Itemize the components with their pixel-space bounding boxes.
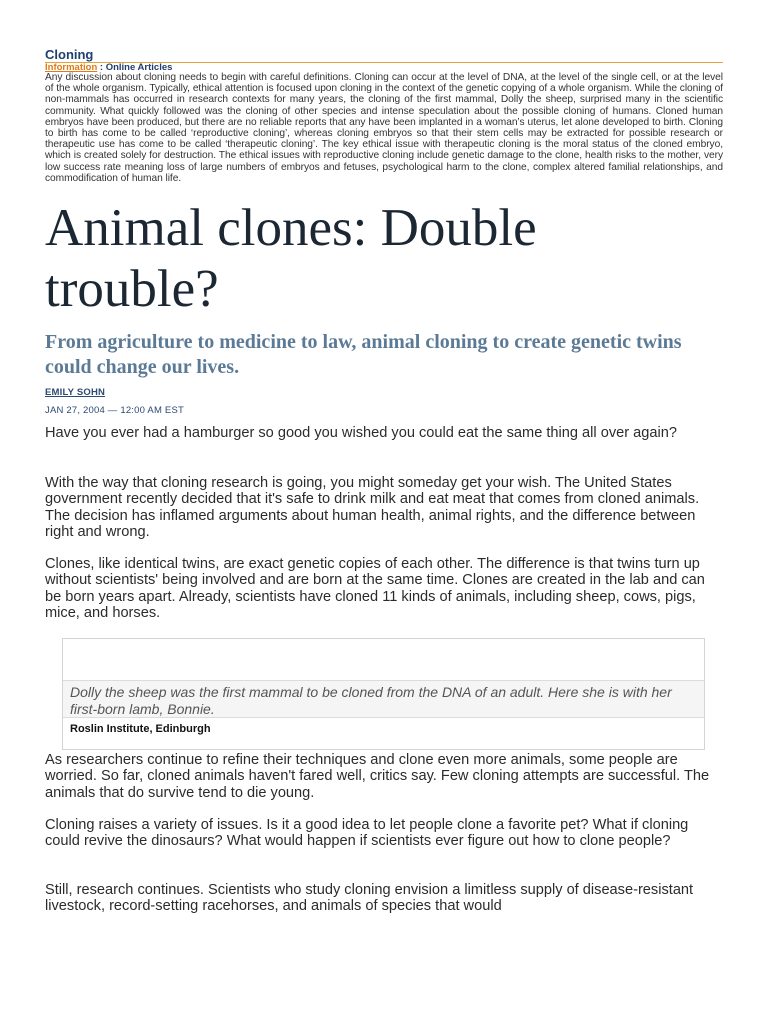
article-paragraph: As researchers continue to refine their techniques and clone even more animals, some people are worried. So far, cloned animals haven't fared well, critics say. Few cloning attempts are successful. The animals that do survive tend to die young. bbox=[45, 752, 710, 801]
figure-caption: Dolly the sheep was the first mammal to be cloned from the DNA of an adult. Here she is with her first-born lamb, Bonnie. bbox=[63, 681, 704, 718]
intro-paragraph: Any discussion about cloning needs to begin with careful definitions. Cloning can occur at the level of DNA, at the level of the single cell, or at the level of the whole organism. Typically, ethical attention is focused upon cloning in the context of the genetic copying of a whole organism. While the cloning of non-mammals has occurred in research contexts for many years, the cloning of the first mammal, Dolly the sheep, surprised many in the scientific community. What quickly followed was the cloning of other species and intense speculation about the possible cloning of humans. Cloned human embryos have been produced, but there are no reliable reports that any have been implanted in a woman’s uterus, let alone developed to birth. Cloning to birth has come to be called ‘reproductive cloning’, whereas cloning embryos so that their stem cells may be extracted for possible research or therapeutic use has come to be called ‘therapeutic cloning’. The key ethical issue with therapeutic cloning is the moral status of the cloned embryo, which is created solely for destruction. The ethical issues with reproductive cloning include genetic damage to the clone, health risks to the mother, very low success rate meaning loss of large numbers of embryos and fetuses, psychological harm to the clone, complex altered familial relationships, and commodification of human life. bbox=[45, 72, 723, 184]
article-paragraph: Cloning raises a variety of issues. Is it a good idea to let people clone a favorite pet? What if cloning could revive the dinosaurs? What would happen if scientists ever figure out how to clone people? bbox=[45, 817, 689, 850]
article-paragraph: With the way that cloning research is going, you might someday get your wish. The United States government recently decided that it's safe to drink milk and eat meat that comes from cloned animals. The decision has inflamed arguments about human health, animal rights, and the difference between right and wrong. bbox=[45, 475, 700, 540]
article-headline: Animal clones: Double trouble? bbox=[45, 199, 537, 318]
breadcrumb-information-link[interactable]: Information bbox=[45, 62, 98, 73]
breadcrumb-separator: : bbox=[97, 62, 106, 73]
article-paragraph: Have you ever had a hamburger so good you wished you could eat the same thing all over again? bbox=[45, 425, 677, 441]
section-title: Cloning bbox=[45, 47, 94, 62]
figure-image-placeholder bbox=[63, 639, 704, 681]
article-subheadline: From agriculture to medicine to law, animal cloning to create genetic twins could change our lives. bbox=[45, 331, 682, 378]
article-paragraph: Still, research continues. Scientists who study cloning envision a limitless supply of disease-resistant livestock, record-setting racehorses, and animals of species that would bbox=[45, 882, 694, 915]
article-paragraph: Clones, like identical twins, are exact genetic copies of each other. The difference is that twins turn up without scientists' being involved and are born at the same time. Clones are created in the lab and can be born years apart. Already, scientists have cloned 11 kinds of animals, including sheep, cows, pigs, mice, and horses. bbox=[45, 556, 705, 621]
breadcrumb-online-articles[interactable]: Online Articles bbox=[105, 62, 173, 73]
article-figure bbox=[62, 638, 705, 750]
publish-date: JAN 27, 2004 — 12:00 AM EST bbox=[45, 405, 184, 416]
author-byline-link[interactable]: EMILY SOHN bbox=[45, 387, 106, 398]
figure-credit: Roslin Institute, Edinburgh bbox=[70, 723, 211, 735]
